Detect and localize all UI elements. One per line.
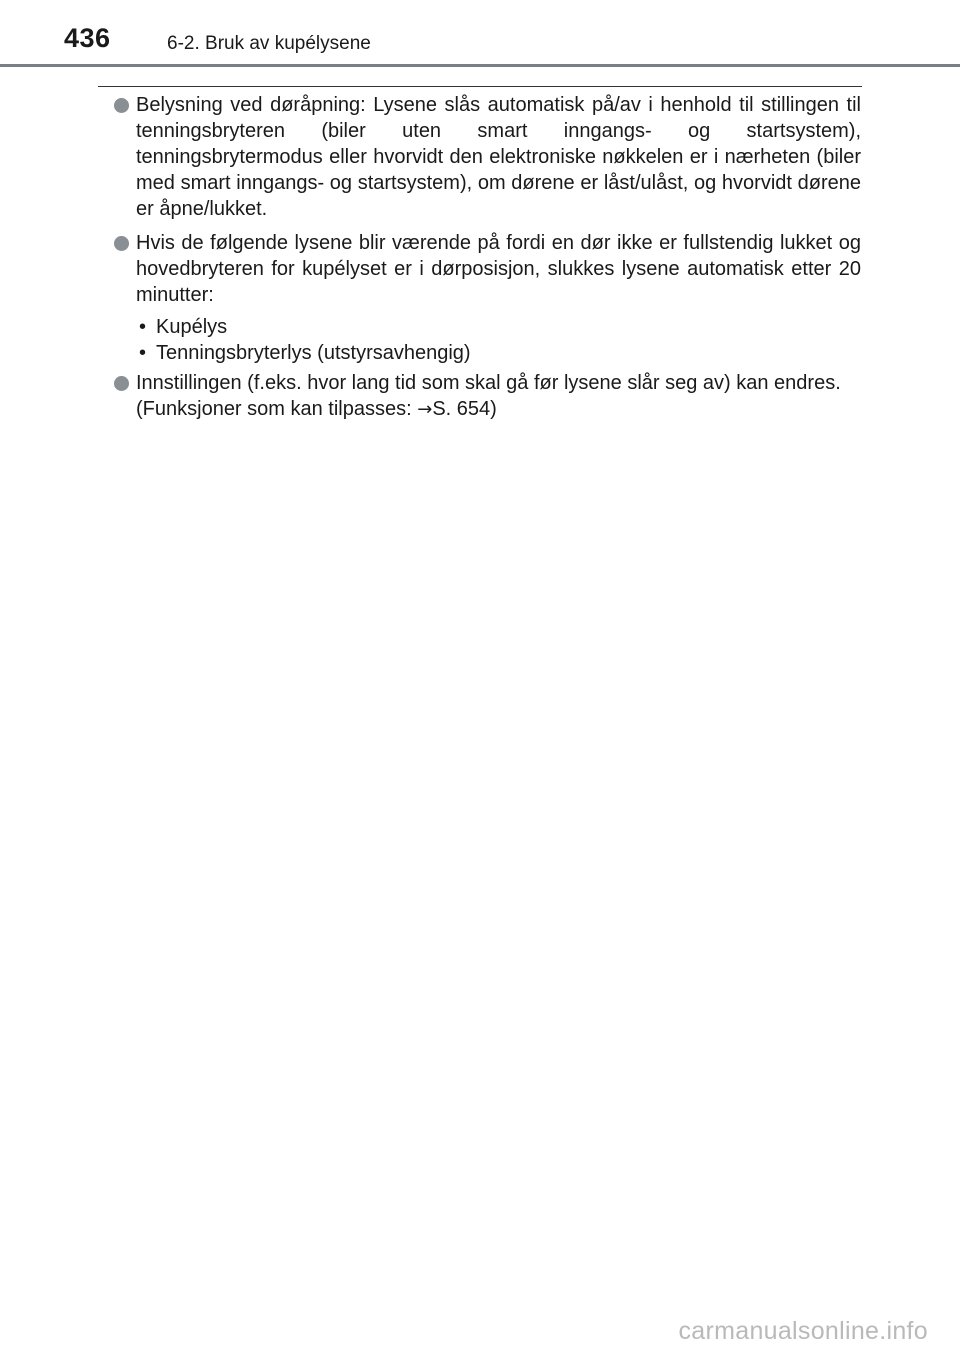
sub-list <box>136 314 861 366</box>
watermark: carmanualsonline.info <box>678 1317 928 1345</box>
reference-prefix: (Funksjoner som kan tilpasses: <box>136 398 418 420</box>
bullet-dot-icon <box>114 98 129 113</box>
bullet-text: Belysning ved døråpning: Lysene slås automatisk på/av i henhold til stillingen til tenningsbryteren (biler uten smart inngangs- og startsystem), tenningsbrytermodus eller hvorvidt den elektroniske nøkkelen er i nærheten (biler med smart inngangs- og startsystem), om dørene er låst/ulåst, og hvorvidt dørene er åpne/lukket. <box>136 94 861 220</box>
bullet-text: Hvis de følgende lysene blir værende på fordi en dør ikke er fullstendig lukket og hovedbryteren for kupélyset er i dørposisjon, slukkes lysene automatisk etter 20 minutter: <box>136 232 861 306</box>
bullet-dot-icon <box>114 376 129 391</box>
bullet-dot-icon <box>114 236 129 251</box>
customization-reference <box>136 396 861 423</box>
arrow-right-icon: → <box>417 399 433 420</box>
section-title: 6-2. Bruk av kupélysene <box>167 33 371 54</box>
reference-page-link[interactable]: S. 654) <box>432 398 497 420</box>
bullet-text: Innstillingen (f.eks. hvor lang tid som skal gå før lysene slår seg av) kan endres. <box>136 372 841 394</box>
bullet-item-door-lighting <box>112 92 861 222</box>
page-number: 436 <box>64 23 111 53</box>
content-body <box>112 92 861 431</box>
page-header <box>0 0 960 64</box>
bullet-item-auto-off <box>112 230 861 308</box>
sub-list-item: • Kupélys <box>136 314 861 340</box>
bullet-item-settings <box>112 370 861 423</box>
header-rule <box>0 64 960 67</box>
sub-list-item: • Tenningsbryterlys (utstyrsavhengig) <box>136 340 861 366</box>
content-divider <box>98 86 862 87</box>
